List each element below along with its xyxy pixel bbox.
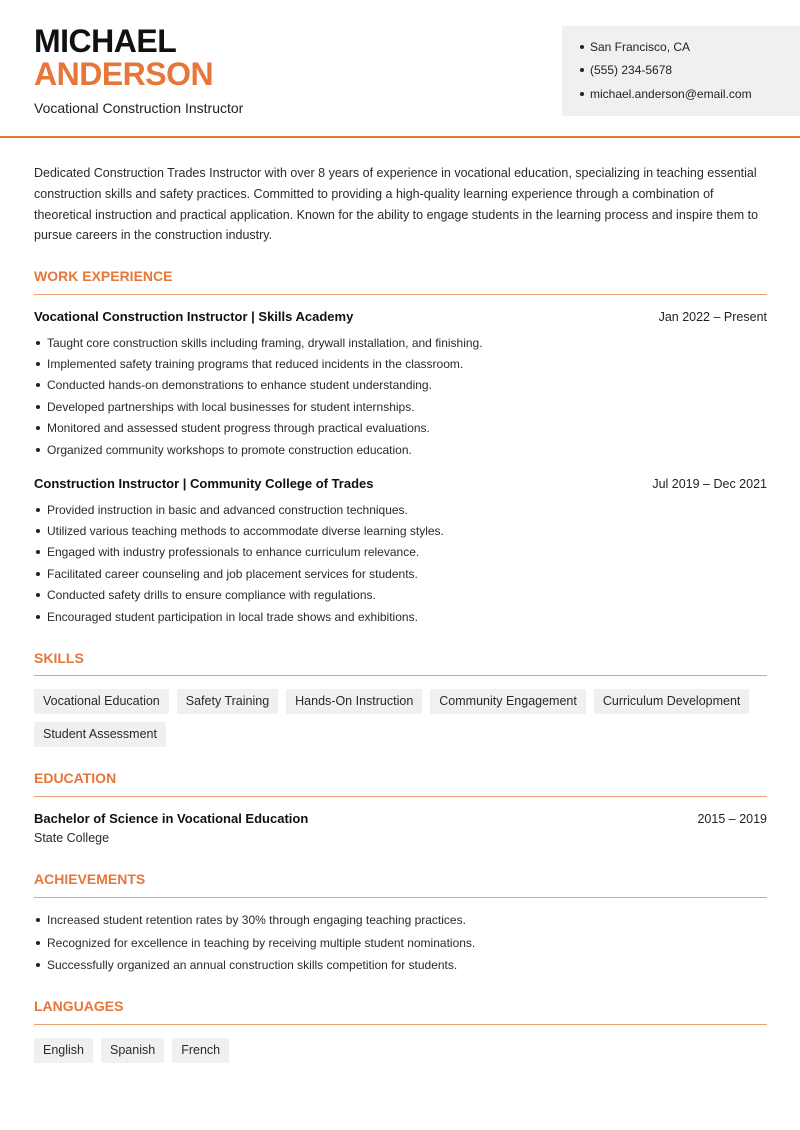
resume-header <box>0 0 800 138</box>
bullet-icon <box>36 383 40 387</box>
achievements-list <box>34 909 767 977</box>
bullet-text: Taught core construction skills including framing, drywall installation, and finishing. <box>47 335 483 350</box>
bullet-icon <box>36 572 40 576</box>
contact-email-text: michael.anderson@email.com <box>590 87 752 101</box>
bullet-icon <box>36 529 40 533</box>
bullet-text: Conducted hands-on demonstrations to enhance student understanding. <box>47 378 432 393</box>
bullet-text: Successfully organized an annual construction skills competition for students. <box>47 958 458 973</box>
bullet-text: Monitored and assessed student progress through practical evaluations. <box>47 421 430 436</box>
list-item <box>34 396 767 417</box>
skill-chip: Safety Training <box>177 689 278 714</box>
school-name: State College <box>34 831 110 845</box>
list-item <box>34 909 767 932</box>
skill-chip: Student Assessment <box>34 722 166 747</box>
education-dates: 2015 – 2019 <box>697 812 767 826</box>
job-dates: Jul 2019 – Dec 2021 <box>652 477 767 491</box>
list-item <box>34 520 767 541</box>
bullet-text: Facilitated career counseling and job placement services for students. <box>47 566 418 581</box>
bullet-icon <box>580 45 584 49</box>
language-chips <box>34 1038 767 1063</box>
skill-chip: Vocational Education <box>34 689 169 714</box>
section-divider <box>34 294 767 295</box>
contact-email <box>580 87 752 101</box>
section-divider <box>34 897 767 898</box>
list-item <box>34 439 767 460</box>
section-title-skills: SKILLS <box>34 650 84 666</box>
list-item <box>34 375 767 396</box>
bullet-icon <box>36 593 40 597</box>
contact-location-text: San Francisco, CA <box>590 40 691 54</box>
bullet-text: Organized community workshops to promote construction education. <box>47 442 412 457</box>
bullet-icon <box>36 426 40 430</box>
list-item <box>34 932 767 955</box>
skill-chip: Community Engagement <box>430 689 586 714</box>
bullet-icon <box>36 918 40 922</box>
job-dates: Jan 2022 – Present <box>658 310 767 324</box>
list-item <box>34 585 767 606</box>
language-chip: French <box>172 1038 229 1063</box>
bullet-icon <box>580 92 584 96</box>
language-chip: Spanish <box>101 1038 164 1063</box>
job-header <box>34 476 767 491</box>
bullet-text: Developed partnerships with local businesses for student internships. <box>47 399 415 414</box>
bullet-icon <box>36 362 40 366</box>
job-title: Vocational Construction Instructor <box>34 100 244 116</box>
list-item <box>34 332 767 353</box>
job-bullet-list <box>34 499 767 627</box>
section-divider <box>34 675 767 676</box>
job-header <box>34 309 767 324</box>
contact-phone-text: (555) 234-5678 <box>590 63 673 77</box>
skills-chips <box>34 689 767 747</box>
bullet-icon <box>36 941 40 945</box>
summary-paragraph: Dedicated Construction Trades Instructor with over 8 years of experience in vocational education, specializing in teaching essential construction skills and safety practices. Committed to providing a high-quality learning experience through a combination of theoretical instruction and practical application. Known for the ability to engage students in the learning process and inspire them to pursue careers in the construction industry. <box>34 166 759 243</box>
list-item <box>34 563 767 584</box>
language-chip: English <box>34 1038 93 1063</box>
bullet-text: Encouraged student participation in local trade shows and exhibitions. <box>47 609 418 624</box>
bullet-icon <box>580 68 584 72</box>
section-title-languages: LANGUAGES <box>34 998 124 1014</box>
last-name: ANDERSON <box>34 56 214 92</box>
section-divider <box>34 796 767 797</box>
bullet-text: Provided instruction in basic and advanced construction techniques. <box>47 502 408 517</box>
section-divider <box>34 1024 767 1025</box>
bullet-text: Engaged with industry professionals to enhance curriculum relevance. <box>47 545 420 560</box>
list-item <box>34 353 767 374</box>
bullet-text: Conducted safety drills to ensure compliance with regulations. <box>47 588 376 603</box>
skill-chip: Curriculum Development <box>594 689 750 714</box>
list-item <box>34 606 767 627</box>
bullet-icon <box>36 405 40 409</box>
job-role: Construction Instructor | Community College of Trades <box>34 476 374 491</box>
bullet-text: Implemented safety training programs that reduced incidents in the classroom. <box>47 357 464 372</box>
contact-box <box>562 26 800 116</box>
education-header <box>34 811 767 826</box>
job-bullet-list <box>34 332 767 460</box>
list-item <box>34 418 767 439</box>
section-title-education: EDUCATION <box>34 770 117 786</box>
bullet-icon <box>36 448 40 452</box>
bullet-icon <box>36 963 40 967</box>
first-name: MICHAEL <box>34 23 177 59</box>
bullet-icon <box>36 508 40 512</box>
bullet-icon <box>36 341 40 345</box>
degree-name: Bachelor of Science in Vocational Education <box>34 811 309 826</box>
skill-chip: Hands-On Instruction <box>286 689 422 714</box>
bullet-icon <box>36 615 40 619</box>
list-item <box>34 499 767 520</box>
bullet-icon <box>36 550 40 554</box>
section-title-achievements: ACHIEVEMENTS <box>34 871 146 887</box>
bullet-text: Increased student retention rates by 30% through engaging teaching practices. <box>47 913 466 928</box>
bullet-text: Recognized for excellence in teaching by receiving multiple student nominations. <box>47 935 476 950</box>
section-title-work: WORK EXPERIENCE <box>34 268 173 284</box>
list-item <box>34 954 767 977</box>
contact-phone <box>580 63 672 77</box>
bullet-text: Utilized various teaching methods to accommodate diverse learning styles. <box>47 524 444 539</box>
job-role: Vocational Construction Instructor | Skills Academy <box>34 309 354 324</box>
list-item <box>34 542 767 563</box>
contact-location <box>580 40 690 54</box>
